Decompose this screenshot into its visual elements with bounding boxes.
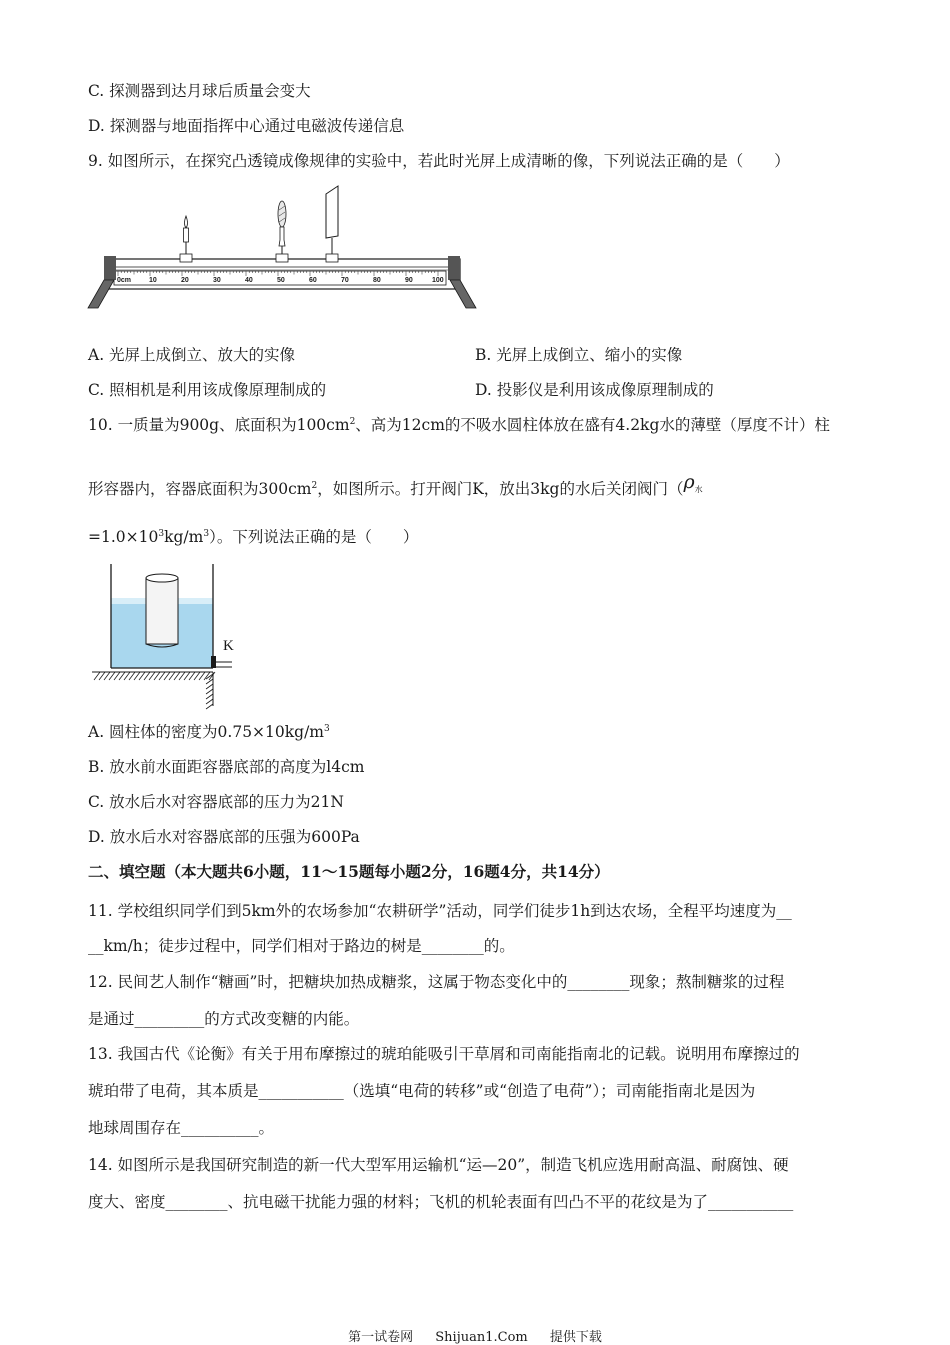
question-13-line-2: 琥珀带了电荷，其本质是___________（选填“电荷的转移”或“创造了电荷”）；司南能指南北是因为: [88, 1082, 756, 1100]
option-q10-c: C. 放水后水对容器底部的压力为21N: [88, 793, 344, 811]
question-14-line-2: 度大、密度________、抗电磁干扰能力强的材料；飞机的机轮表面有凹凸不平的花纹是为了___________: [88, 1193, 794, 1211]
hatch-line: [199, 672, 205, 680]
hatch-line: [99, 672, 105, 680]
tick-label: 60: [309, 277, 317, 284]
hatch-line: [109, 672, 115, 680]
tick-label: 30: [213, 277, 221, 284]
tick-label: 100: [432, 277, 444, 284]
tick-label: 40: [245, 277, 253, 284]
hatch-line: [124, 672, 130, 680]
option-q10-d: D. 放水后水对容器底部的压强为600Pa: [88, 828, 360, 846]
q10-text-part: ）。下列说法正确的是（ ）: [209, 528, 419, 546]
q10-text-part: =1.0×10: [88, 528, 159, 546]
superscript: 3: [158, 529, 165, 539]
question-12-line-2: 是通过_________的方式改变糖的内能。: [88, 1010, 360, 1028]
ground-hatch: [94, 672, 215, 680]
hatch-line: [184, 672, 190, 680]
hatch-line: [104, 672, 110, 680]
hatch-line: [206, 694, 213, 699]
hatch-line: [119, 672, 125, 680]
hatch-line: [206, 704, 213, 709]
page-footer: 第一试卷网 Shijuan1.Com 提供下载: [348, 1330, 602, 1345]
question-9-stem: 9. 如图所示，在探究凸透镜成像规律的实验中，若此时光屏上成清晰的像，下列说法正确的是（ ）: [88, 152, 790, 170]
q10-text-part: 10. 一质量为900g、底面积为100cm: [88, 416, 350, 434]
question-13-line-1: 13. 我国古代《论衡》有关于用布摩擦过的琥珀能吸引干草屑和司南能指南北的记载。说明用布摩擦过的: [88, 1045, 800, 1063]
light-screen: [326, 186, 338, 262]
hatch-line: [206, 689, 213, 694]
hatch-line: [139, 672, 145, 680]
question-10-line-2: [88, 471, 703, 502]
question-10-line-1: [88, 415, 830, 435]
hatch-line: [94, 672, 100, 680]
option-q9-b: B. 光屏上成倒立、缩小的实像: [475, 346, 683, 364]
bench-end-left: [104, 256, 116, 280]
candle: [180, 216, 192, 262]
hatch-line: [174, 672, 180, 680]
tick-label: 70: [341, 277, 349, 284]
water-container-figure: [86, 560, 246, 710]
hatch-line: [194, 672, 200, 680]
option-q9-c: C. 照相机是利用该成像原理制成的: [88, 381, 327, 399]
hatch-line: [114, 672, 120, 680]
q10-text-part: kg/m: [164, 528, 204, 546]
bench-end-right: [448, 256, 460, 280]
tick-label: 0cm: [117, 277, 132, 284]
hatch-line: [206, 699, 213, 704]
rho-subscript: 水: [694, 485, 703, 494]
tick-label: 20: [181, 277, 189, 284]
q10-text-part: ，如图所示。打开阀门K，放出3kg的水后关闭阀门（: [317, 480, 684, 498]
superscript: 3: [324, 724, 330, 734]
q10-text-part: 形容器内，容器底面积为300cm: [88, 480, 312, 498]
hatch-line: [159, 672, 165, 680]
hatch-line: [134, 672, 140, 680]
question-11-line-1: 11. 学校组织同学们到5km外的农场参加“农耕研学”活动，同学们徒步1h到达农场，全程平均速度为__: [88, 902, 792, 920]
bench-leg-left: [88, 280, 114, 308]
question-12-line-1: 12. 民间艺人制作“糖画”时，把糖块加热成糖浆，这属于物态变化中的________现象；熬制糖浆的过程: [88, 973, 785, 991]
option-q9-a: A. 光屏上成倒立、放大的实像: [88, 346, 296, 364]
hatch-line: [164, 672, 170, 680]
superscript: 2: [349, 417, 356, 427]
tick-label: 80: [373, 277, 381, 284]
superscript: 2: [311, 481, 318, 491]
option-q9-d: D. 投影仪是利用该成像原理制成的: [475, 381, 714, 399]
question-14-line-1: 14. 如图所示是我国研究制造的新一代大型军用运输机“运—20”，制造飞机应选用耐高温、耐腐蚀、硬: [88, 1156, 789, 1174]
bench-leg-right: [450, 280, 476, 308]
hatch-line: [179, 672, 185, 680]
tick-label: 90: [405, 277, 413, 284]
tick-label: 10: [149, 277, 157, 284]
rho-symbol: ρ: [683, 471, 695, 493]
optical-bench-figure: [86, 180, 486, 310]
q10-option-a-text: A. 圆柱体的密度为0.75×10kg/m: [88, 723, 325, 741]
option-q10-a: [88, 722, 330, 742]
option-q8-d: D. 探测器与地面指挥中心通过电磁波传递信息: [88, 117, 405, 135]
hatch-line: [144, 672, 150, 680]
question-10-line-3: [88, 527, 418, 547]
hatch-line: [129, 672, 135, 680]
hatch-line: [206, 684, 213, 689]
hatch-line: [204, 672, 210, 680]
valve: [211, 638, 234, 668]
cylinder: [146, 574, 178, 647]
convex-lens: [276, 201, 288, 262]
superscript: 3: [203, 529, 210, 539]
hatch-line: [154, 672, 160, 680]
hatch-line: [149, 672, 155, 680]
valve-label: K: [223, 638, 234, 654]
option-q8-c: C. 探测器到达月球后质量会变大: [88, 82, 311, 100]
q10-text-part: 、高为12cm的不吸水圆柱体放在盛有4.2kg水的薄壁（厚度不计）柱: [355, 416, 830, 434]
question-13-line-3: 地球周围存在__________。: [88, 1119, 275, 1137]
tick-label: 50: [277, 277, 285, 284]
hatch-line: [169, 672, 175, 680]
question-11-line-2: __km/h；徒步过程中，同学们相对于路边的树是________的。: [88, 937, 515, 955]
hatch-line: [189, 672, 195, 680]
option-q10-b: B. 放水前水面距容器底部的高度为l4cm: [88, 758, 365, 776]
section-2-heading: 二、填空题（本大题共6小题，11～15题每小题2分，16题4分，共14分）: [88, 862, 610, 881]
